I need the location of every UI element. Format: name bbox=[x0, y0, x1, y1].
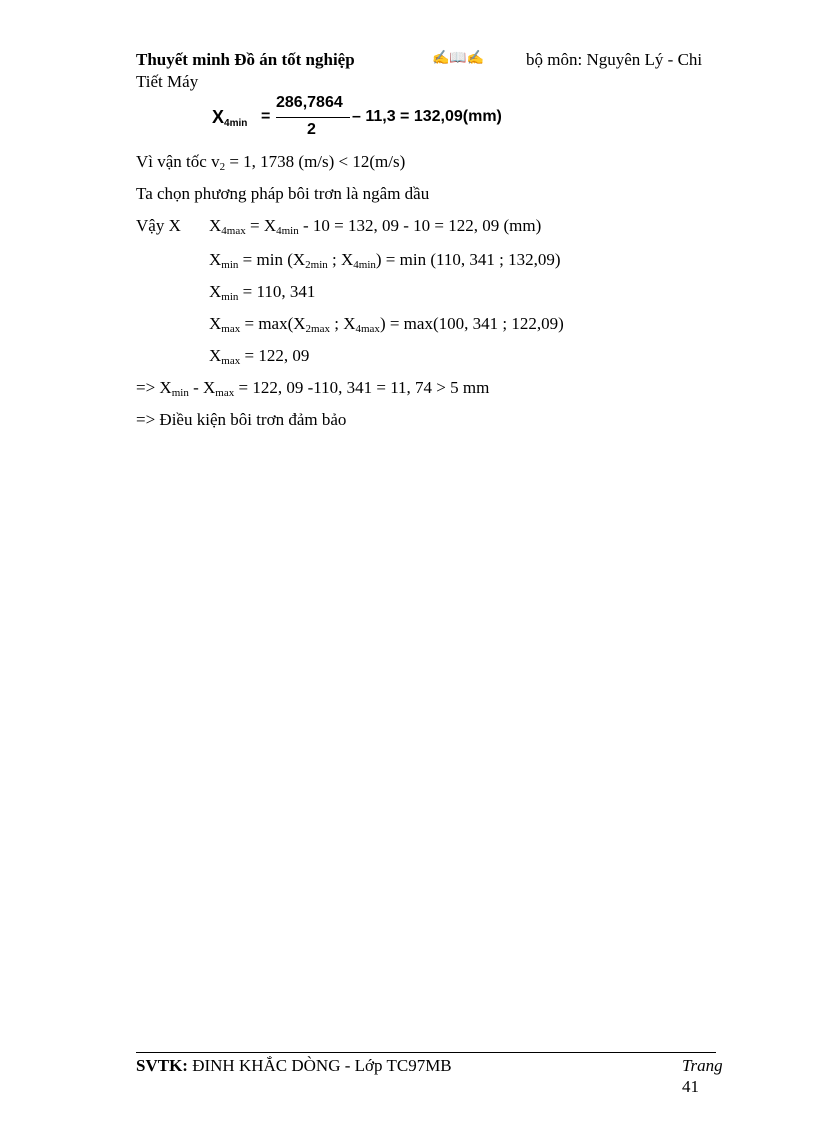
x4min-sub: 4min bbox=[276, 225, 299, 237]
difference-value: = 122, 09 -110, 341 = 11, 74 > 5 mm bbox=[234, 378, 490, 397]
xmin-sep: ; X bbox=[327, 250, 354, 269]
xmax-max-line bbox=[209, 314, 564, 334]
velocity-sub: 2 bbox=[219, 161, 226, 173]
difference-sub-min: min bbox=[171, 387, 189, 399]
xmax-value: ) = max(100, 341 ; 122,09) bbox=[379, 314, 564, 333]
xmin-sub: min bbox=[221, 259, 239, 271]
x4max-line bbox=[209, 216, 541, 236]
xmax-result-line bbox=[209, 346, 309, 366]
xmin-value: ) = min (110, 341 ; 132,09) bbox=[375, 250, 561, 269]
x4min-sub-2: 4min bbox=[353, 259, 376, 271]
condition-line: => Điều kiện bôi trơn đảm bảo bbox=[136, 410, 347, 429]
xmin-result-var: X bbox=[209, 282, 222, 301]
difference-a: => X bbox=[136, 378, 172, 397]
formula-fraction-bar bbox=[276, 117, 350, 118]
xmax-sub: max bbox=[221, 323, 241, 335]
xmax-var: X bbox=[209, 314, 222, 333]
xmax-sep: ; X bbox=[329, 314, 356, 333]
difference-b: - X bbox=[188, 378, 216, 397]
xmax-eq: = max(X bbox=[240, 314, 306, 333]
x2min-sub: 2min bbox=[305, 259, 328, 271]
formula-equals: = bbox=[261, 108, 271, 125]
xmin-result-line bbox=[209, 282, 315, 302]
footer-name: ĐINH KHẮC DÒNG - Lớp TC97MB bbox=[187, 1056, 452, 1075]
x4max-eq: = X bbox=[245, 216, 277, 235]
x4max-value: - 10 = 132, 09 - 10 = 122, 09 (mm) bbox=[298, 216, 542, 235]
velocity-value: = 1, 1738 (m/s) < 12(m/s) bbox=[225, 152, 406, 171]
xmin-min-line bbox=[209, 250, 561, 270]
header-department-cont: Tiết Máy bbox=[136, 72, 199, 91]
footer-author bbox=[136, 1056, 452, 1076]
conclusion-label: Vậy X bbox=[136, 216, 181, 235]
formula-lhs-var: X bbox=[212, 107, 225, 127]
formula-lhs-sub: 4min bbox=[224, 118, 248, 129]
x4max-sub: 4max bbox=[221, 225, 246, 237]
formula-numerator: 286,7864 bbox=[276, 94, 343, 111]
xmax-result-value: = 122, 09 bbox=[240, 346, 310, 365]
formula-lhs bbox=[212, 107, 247, 128]
xmax-result-sub: max bbox=[221, 355, 241, 367]
footer-rule bbox=[136, 1052, 716, 1053]
formula-denominator: 2 bbox=[307, 121, 316, 138]
footer-trang: Trang bbox=[682, 1056, 723, 1075]
footer-label: SVTK: bbox=[136, 1056, 188, 1075]
xmin-result-value: = 110, 341 bbox=[238, 282, 316, 301]
header-title: Thuyết minh Đồ án tốt nghiệp bbox=[136, 50, 355, 69]
lubrication-method-line: Ta chọn phương pháp bôi trơn là ngâm dầu bbox=[136, 184, 430, 203]
velocity-text: Vì vận tốc v bbox=[136, 152, 220, 171]
xmin-eq: = min (X bbox=[238, 250, 306, 269]
x4max-sub-2: 4max bbox=[355, 323, 380, 335]
x4max-var: X bbox=[209, 216, 222, 235]
formula-rest: – 11,3 = 132,09(mm) bbox=[352, 108, 502, 125]
xmin-var: X bbox=[209, 250, 222, 269]
header-department: bộ môn: Nguyên Lý - Chi bbox=[526, 50, 703, 69]
header-ornament-icon: ✍📖✍ bbox=[432, 51, 485, 66]
footer-page-number: 41 bbox=[682, 1077, 699, 1096]
difference-line bbox=[136, 378, 489, 398]
difference-sub-max: max bbox=[215, 387, 235, 399]
velocity-line bbox=[136, 152, 405, 172]
x2max-sub: 2max bbox=[305, 323, 330, 335]
xmax-result-var: X bbox=[209, 346, 222, 365]
xmin-result-sub: min bbox=[221, 291, 239, 303]
